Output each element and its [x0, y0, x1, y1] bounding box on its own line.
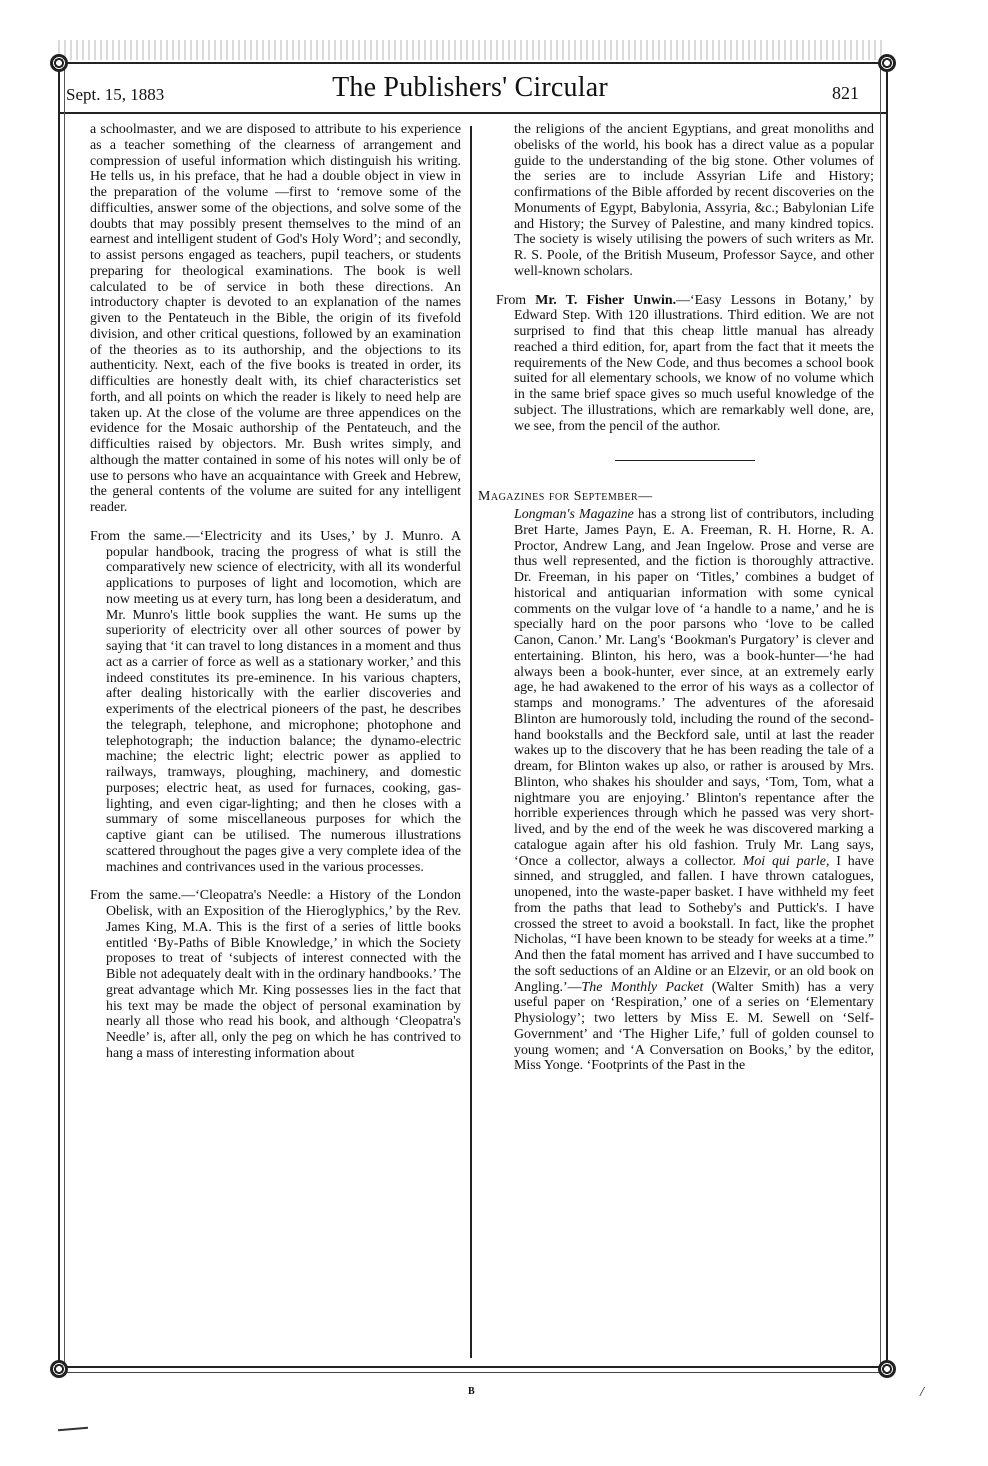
frame-rule-top [58, 62, 888, 64]
paragraph-botany-review [496, 293, 874, 435]
corner-ornament-icon [878, 54, 896, 72]
quote-moi-qui-parle: Moi qui parle, [742, 853, 830, 869]
section-separator [615, 460, 755, 461]
frame-rule-bottom [58, 1366, 888, 1368]
paragraph-pentateuch-review: a schoolmaster, and we are disposed to attribute to his experience as a teacher something of the clearness of arrangement and compression of useful information which distinguish his writing. He tells us, in his preface, that he had a double object in view in the preparation of the volume —first to ‘remove some of the difficulties, answer some of the objections, and solve some of the doubts that may possibly present themselves to the mind of an earnest and intelligent student of God's Holy Word’; and secondly, to assist persons engaged as teachers, pupil teachers, or students preparing for theological examinations. The book is well calculated to be of service in both these directions. An introductory chapter is devoted to an explanation of the names given to the Pentateuch in the Bible, the origin of its fivefold division, and other critical questions, followed by an examination of the theories as to its authorship, and the objections to its authenticity. Next, each of the five books is treated in order, its difficulties are honestly dealt with, its chief characteristics set forth, and all points on which the reader is likely to need help are taken up. At the close of the volume are three appendices on the evidence for the Mosaic authorship of the Pentateuch, and the difficulties raised by objectors. Mr. Bush writes simply, and although the matter contained in some of his notes will only be of use to persons who have an acquaintance with Greek and Hebrew, the general contents of the volume are suited for any intelligent reader. [90, 122, 461, 515]
publisher-name: Mr. T. Fisher Unwin. [535, 292, 677, 308]
frame-rule-bottom-inner [58, 1372, 888, 1373]
frame-rule-right-inner [880, 62, 881, 1372]
paragraph-cleopatra-review: From the same.—‘Cleopatra's Needle: a History of the London Obelisk, with an Exposition of the Hieroglyphics,’ by the Rev. James King, M.A. This is the first of a series of little books entitled ‘By-Paths of Bible Knowledge,’ in which the Society proposes to treat of ‘subjects of interest connected with the Bible not adequately dealt with in the ordinary handbooks.’ The great advantage which Mr. King possesses lies in the fact that his text may be made the object of personal examination by nearly all those who read his book, and although ‘Cleopatra's Needle’ is, after all, only the peg on which he has contrived to hang a mass of interesting information about [90, 888, 461, 1061]
frame-rule-left [58, 62, 60, 1372]
column-divider [470, 126, 472, 1358]
magazines-text-3: (Walter Smith) has a very useful paper on ‘Respiration,’ one of a series on ‘Elementary Physiology’; two letters by Miss E. M. Sewell on ‘Self-Government’ and ‘The Higher Life,’ full of golden counsel to young women; and ‘A Conversation on Books,’ by the editor, Miss Yonge. ‘Footprints of the Past in the [514, 979, 874, 1074]
paragraph-electricity-review: From the same.—‘Electricity and its Uses,’ by J. Munro. A popular handbook, tracing the progress of what is still the comparatively new science of electricity, with all its wonderful applications to purposes of light and locomotion, which are now meeting us at every turn, has long been a desideratum, and Mr. Munro's little book supplies the want. He sums up the superiority of electricity over all other sources of power by saying that ‘it can travel to long distances in a moment and thus act as a carrier of force as well as a stationary worker,’ and this indeed constitutes its pre-eminence. In his various chapters, after dealing historically with the earlier discoveries and experiments of the electrical pioneers of the past, he describes the telegraph, telephone, and microphone; photophone and telephotograph; the induction balance; the dynamo-electric machine; the electric light; electric power as applied to railways, tramways, ploughing, machinery, and domestic purposes; electric heat, as used for furnaces, cooking, gas-lighting, and even cigar-lighting; and then he closes with a summary of some miscellaneous purposes for which the captive giant can be utilised. The numerous illustrations scattered throughout the pages give a very complete idea of the machines and contrivances used in the various processes. [90, 528, 461, 875]
signature-mark: B [468, 1386, 475, 1397]
pen-mark [58, 1427, 88, 1432]
right-column [478, 122, 875, 1087]
from-prefix: From [496, 292, 536, 308]
issue-date: Sept. 15, 1883 [66, 85, 165, 104]
magazines-text-1: has a strong list of contributors, including Bret Harte, James Payn, E. A. Freeman, R. H. Horne, R. A. Proctor, Andrew Lang, and Jean Ingelow. Prose and verse are thus well represented, and the fiction is thoroughly attractive. Dr. Freeman, in his paper on ‘Titles,’ combines a budget of historical and antiquarian information with some cynical comments on the vulgar love of ‘a handle to a name,’ and he is specially hard on the poor parsons who ‘love to be called Canon, Canon.’ Mr. Lang's ‘Bookman's Purgatory’ is clever and entertaining. Blinton, his hero, was a book-hunter—‘he had always been a book-hunter, ever since, at an extremely early age, he had awakened to the error of his ways as a collector of stamps and monograms.’ The adventures of the aforesaid Blinton are humorously told, including the round of the second-hand bookstalls and the Beckford sale, until at last the reader wakes up to the discovery that he has been reading the tale of a dream, for Blinton wakes up also, or rather is aroused by Mrs. Blinton, who shakes his shoulder and says, ‘Tom, Tom, what a nightmare you are enjoying.’ Blinton's repentance after the horrible experiences through which he passed was very short-lived, and by the end of the week he was discovered marking a catalogue again after his old fashion. Truly Mr. Lang says, ‘Once a collector, always a collector. [514, 507, 874, 869]
paragraph-magazines [496, 507, 874, 1074]
magazines-text-2: I have sinned, and struggled, and fallen. I have thrown catalogues, unopened, into the waste-paper basket. I have withheld my feet from the paths that lead to Sotheby's and Puttick's. I have crossed the street to avoid a bookstall. In fact, like the prophet Nicholas, “I have been known to be steady for weeks at a time.” And then the fatal moment has arrived and I have succumbed to the soft seductions of an Aldine or an Elzevir, or an old book on Angling.’— [514, 853, 874, 995]
magazine-title-monthly-packet: The Monthly Packet [581, 979, 704, 995]
magazine-title-longmans: Longman's Magazine [514, 507, 634, 522]
left-column [90, 122, 461, 1075]
header-rule [58, 112, 888, 114]
page-number: 821 [832, 83, 859, 103]
corner-ornament-icon [878, 1360, 896, 1378]
margin-tick-mark: / [920, 1385, 924, 1400]
printed-border-band [58, 40, 886, 60]
botany-review-text: —‘Easy Lessons in Botany,’ by Edward Step. With 120 illustrations. Third edition. We are not surprised to find that this cheap little manual has already reached a third edition, for, apart from the fact that it meets the requirements of the New Code, and thus becomes a school book suited for all elementary schools, we know of no volume which in the same brief space gives so much useful knowledge of the subject. The illustrations, which are remarkably well done, are, we see, from the pencil of the author. [514, 292, 875, 434]
publication-title: The Publishers' Circular [332, 72, 608, 103]
frame-rule-left-inner [64, 62, 65, 1372]
section-heading-magazines: Magazines for September— [478, 489, 653, 505]
corner-ornament-icon [50, 1360, 68, 1378]
paragraph-egyptian-religions: the religions of the ancient Egyptians, and great monoliths and obelisks of the world, his book has a direct value as a popular guide to the understanding of the big stone. Other volumes of the series are to include Assyrian Life and History; confirmations of the Bible afforded by recent discoveries on the Monuments of Egypt, Babylonia, Assyria, &c.; Babylonian Life and History; the Survey of Palestine, and many kindred topics. The society is wisely utilising the powers of such writers as Mr. R. S. Poole, of the British Museum, Professor Sayce, and other well-known scholars. [514, 122, 874, 279]
frame-rule-right [886, 62, 888, 1372]
corner-ornament-icon [50, 54, 68, 72]
